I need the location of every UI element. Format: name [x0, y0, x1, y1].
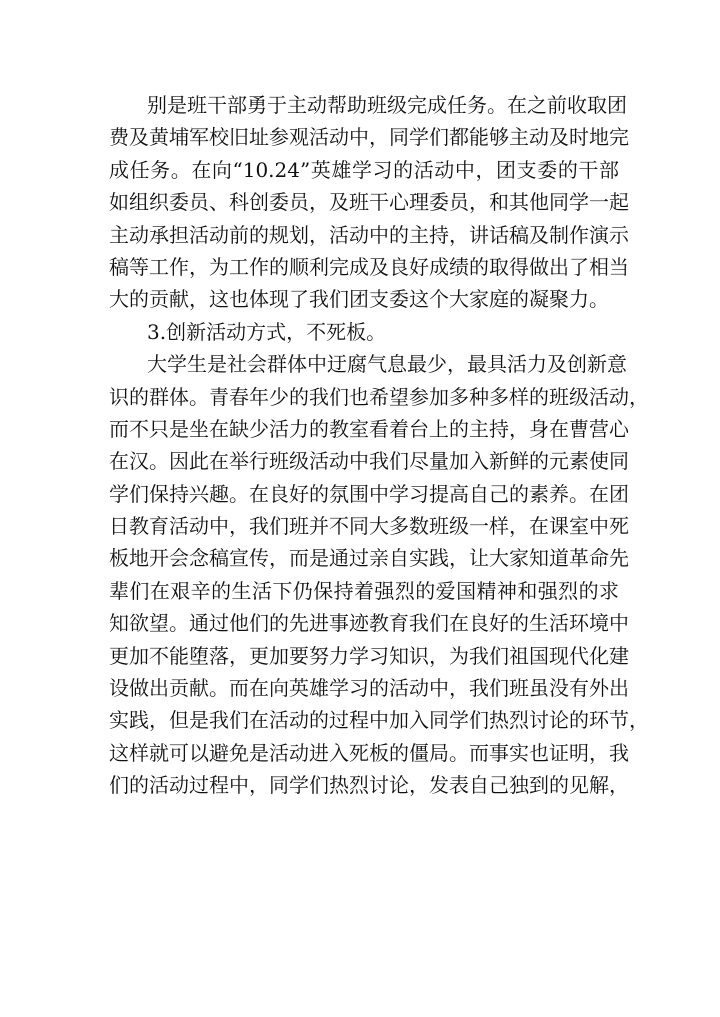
section-heading: 3.创新活动方式，不死板。 — [147, 319, 387, 344]
text-line: 费及黄埔军校旧址参观活动中，同学们都能够主动及时地完 — [109, 125, 629, 150]
text-line: 更加不能堕落，更加要努力学习知识，为我们祖国现代化建 — [109, 643, 629, 668]
text-line: 大学生是社会群体中迂腐气息最少，最具活力及创新意 — [147, 352, 627, 377]
text-line: 识的群体。青春年少的我们也希望参加多种多样的班级活动， — [109, 384, 649, 409]
text-line: 知欲望。通过他们的先进事迹教育我们在良好的生活环境中 — [109, 611, 629, 636]
text-line: 设做出贡献。而在向英雄学习的活动中，我们班虽没有外出 — [109, 676, 629, 701]
text-line: 成任务。在向“10.24”英雄学习的活动中，团支委的干部 — [109, 157, 619, 182]
text-line: 学们保持兴趣。在良好的氛围中学习提高自己的素养。在团 — [109, 481, 629, 506]
text-line: 实践，但是我们在活动的过程中加入同学们热烈讨论的环节， — [109, 708, 649, 733]
text-line: 大的贡献，这也体现了我们团支委这个大家庭的凝聚力。 — [109, 287, 609, 312]
text-line: 这样就可以避免是活动进入死板的僵局。而事实也证明，我 — [109, 740, 629, 765]
text-line: 如组织委员、科创委员，及班干心理委员，和其他同学一起 — [109, 190, 629, 215]
text-line: 在汉。因此在举行班级活动中我们尽量加入新鲜的元素使同 — [109, 449, 629, 474]
text-line: 们的活动过程中，同学们热烈讨论，发表自己独到的见解， — [109, 773, 629, 798]
text-line: 日教育活动中，我们班并不同大多数班级一样，在课室中死 — [109, 514, 629, 539]
body-text — [109, 89, 649, 802]
text-line: 主动承担活动前的规划，活动中的主持，讲话稿及制作演示 — [109, 222, 629, 247]
text-line: 别是班干部勇于主动帮助班级完成任务。在之前收取团 — [147, 93, 627, 117]
text-line: 辈们在艰辛的生活下仍保持着强烈的爱国精神和强烈的求 — [109, 578, 619, 603]
text-line: 而不只是坐在缺少活力的教室看着台上的主持，身在曹营心 — [109, 416, 629, 441]
text-line: 稿等工作，为工作的顺利完成及良好成绩的取得做出了相当 — [109, 254, 629, 279]
text-line: 板地开会念稿宣传，而是通过亲自实践，让大家知道革命先 — [109, 546, 629, 571]
